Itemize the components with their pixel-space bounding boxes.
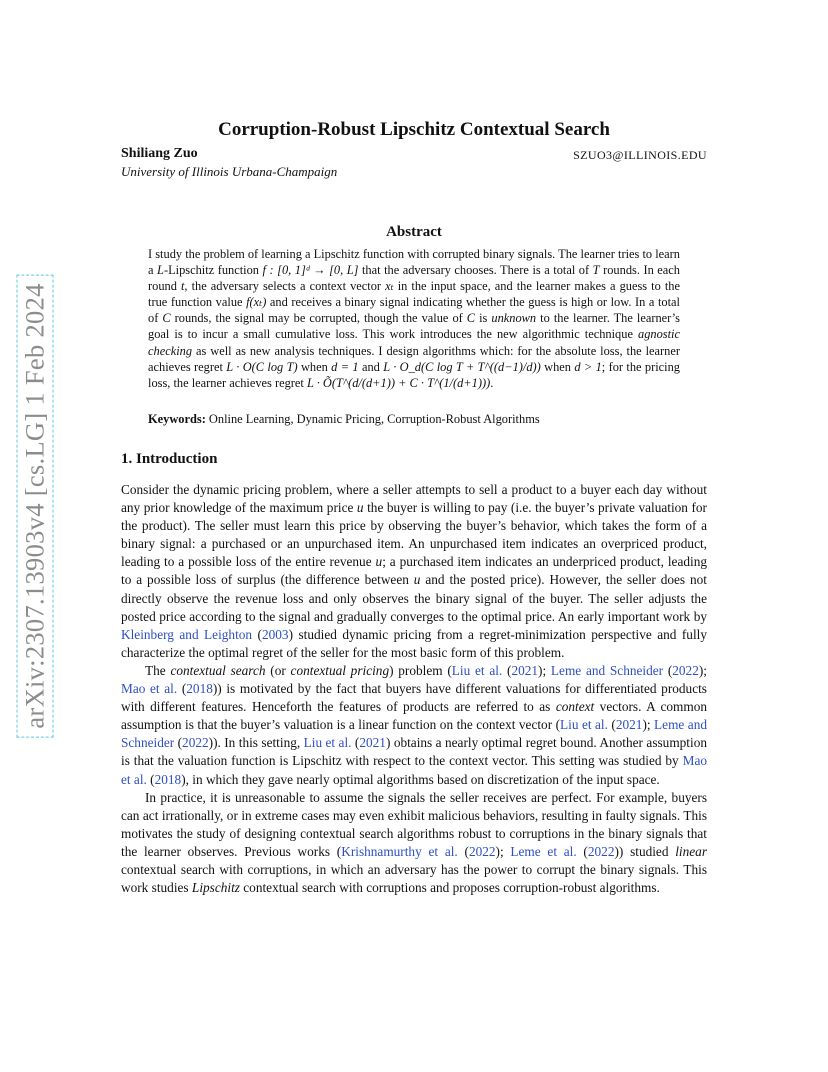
text: Consider the dynamic pricing problem, where a seller attempts to sell a product to a buyer each day without any prior knowledge of the maximum price [121, 482, 707, 516]
text: that the adversary chooses. There is a total of [358, 263, 593, 278]
text: ( [351, 735, 360, 751]
text: in the input space, and the learner makes a guess to the true function value [148, 279, 680, 310]
citation-link[interactable]: Leme et al. [510, 843, 577, 859]
text: . [490, 375, 494, 390]
abstract-body [148, 246, 680, 391]
author-affiliation: University of Illinois Urbana-Champaign [121, 164, 338, 179]
citation-link[interactable]: Mao et al. [121, 753, 707, 787]
text: , the adversary selects a context vector [184, 279, 386, 294]
text: rounds, the signal may be corrupted, though the value of [170, 311, 467, 326]
text: ( [607, 717, 616, 733]
text: ); [642, 717, 655, 733]
math: C [162, 311, 171, 326]
abstract-heading: Abstract [386, 224, 442, 240]
text: when [540, 359, 575, 374]
math: f(xₜ) [246, 295, 267, 310]
citation-link[interactable]: 2022 [468, 843, 496, 859]
text: The [145, 662, 171, 678]
text: ( [576, 843, 588, 859]
text: as well as new analysis techniques. I design algorithms which: for the absolute loss, the learner achieves regret [148, 343, 680, 374]
text: ; for the pricing loss, the learner achieves regret [148, 359, 680, 390]
text: ) obtains a nearly optimal regret bound. Another assumption is that the valuation function is Lipschitz with respect to the context vector. This setting was studied by [121, 735, 707, 769]
text: ( [457, 843, 469, 859]
paper-title: Corruption-Robust Lipschitz Contextual Search [218, 119, 610, 140]
citation-link[interactable]: 2021 [615, 717, 643, 733]
text: and receives a binary signal indicating whether the guess is high or low. In a total of [148, 295, 680, 326]
text: ( [252, 626, 262, 642]
keywords-line [148, 412, 680, 427]
author-email: SZUO3@ILLINOIS.EDU [573, 148, 707, 162]
keywords-text: Online Learning, Dynamic Pricing, Corruption-Robust Algorithms [205, 412, 540, 426]
emphasis: Lipschitz [191, 880, 240, 896]
text: contextual search with corruptions and proposes corruption-robust algorithms. [239, 880, 660, 896]
keywords-label: Keywords: [148, 412, 206, 426]
citation-link[interactable]: 2021 [511, 662, 539, 678]
section-heading: 1. Introduction [121, 451, 218, 467]
citation-link[interactable]: Liu et al. [303, 735, 352, 751]
math: t [180, 279, 185, 294]
paragraph [121, 481, 707, 662]
text: ); [495, 843, 511, 859]
paragraph [121, 789, 707, 898]
math: L · O(C log T) [226, 359, 298, 374]
math: u [413, 572, 421, 588]
citation-link[interactable]: Liu et al. [451, 662, 503, 678]
math: L · O_d(C log T + T^((d−1)/d)) [383, 359, 541, 374]
citation-link[interactable]: 2021 [359, 735, 386, 751]
citation-link[interactable]: Mao et al. [121, 681, 178, 697]
emphasis: unknown [491, 311, 537, 326]
citation-link[interactable]: Krishnamurthy et al. [341, 843, 458, 859]
citation-link[interactable]: Leme and Schneider [121, 717, 707, 751]
text: and the posted price). However, the seller does not directly observe the revenue loss and only observes the binary signal of the buyer. The seller adjusts the posted price according to the signal and gradually converges to the optimal price. An early important work by [121, 572, 707, 624]
emphasis: agnostic checking [148, 327, 680, 358]
citation-link[interactable]: 2003 [261, 626, 289, 642]
citation-link[interactable]: 2018 [154, 771, 182, 787]
math: C [466, 311, 476, 326]
text: and [358, 359, 384, 374]
math: xₜ [385, 279, 394, 294]
text: In practice, it is unreasonable to assume the signals the seller receives are perfect. For example, buyers can act irrationally, or in extreme cases may even exhibit malicious behaviors, resulting in faulty signals. This motivates the study of designing contextual search algorithms robust to corruptions in the binary signals that the learner observes. Previous works ( [121, 789, 707, 859]
math: d = 1 [331, 359, 359, 374]
citation-link[interactable]: 2022 [182, 735, 209, 751]
math: u [356, 500, 364, 516]
text: ), in which they gave nearly optimal algorithms based on discretization of the input space. [181, 771, 660, 787]
text: rounds. In each round [148, 263, 680, 294]
citation-link[interactable]: Liu et al. [560, 717, 608, 733]
text: to the learner. The learner’s goal is to incur a small cumulative loss. This work introduces the new algorithmic technique [148, 311, 681, 342]
arxiv-sidebar-stamp [14, 268, 56, 744]
text: (or [265, 662, 291, 678]
paragraph [121, 662, 707, 789]
text: vectors. A common assumption is that the buyer’s valuation is a linear function on the context vector ( [121, 699, 707, 733]
text: ) problem ( [389, 662, 452, 678]
text: ( [502, 662, 512, 678]
math: f : [0, 1]ᵈ → [0, L] [262, 263, 359, 278]
citation-link[interactable]: 2022 [587, 843, 615, 859]
math: T [592, 263, 600, 278]
text: ( [174, 735, 183, 751]
abstract-paragraph [148, 246, 680, 391]
emphasis: linear [675, 843, 707, 859]
text: ; a purchased item indicates an underpriced product, leading to a possible loss of surplus (the difference between [121, 554, 707, 588]
text: )). In this setting, [208, 735, 304, 751]
text: when [297, 359, 332, 374]
citation-link[interactable]: Leme and Schneider [550, 662, 664, 678]
text: the buyer is willing to pay (i.e. the buyer’s private valuation for the product). The seller must learn this price by observing the buyer’s behavior, which takes the form of a binary signal: a purchased or an unpurchased item. An unpurchased item indicates an overpriced product, leading to a possible loss of the entire revenue [121, 500, 707, 570]
math: d > 1 [574, 359, 602, 374]
arxiv-identifier: arXiv:2307.13903v4 [cs.LG] 1 Feb 2024 [17, 274, 54, 737]
emphasis: contextual pricing [290, 662, 390, 678]
text: ( [177, 681, 187, 697]
text: is [475, 311, 492, 326]
emphasis: contextual search [170, 662, 266, 678]
text: ); [538, 662, 551, 678]
citation-link[interactable]: 2022 [672, 662, 699, 678]
introduction-body [121, 481, 707, 897]
text: -Lipschitz function [163, 263, 263, 278]
citation-link[interactable]: Kleinberg and Leighton [121, 626, 253, 642]
math: L · Õ(T^(d/(d+1)) + C · T^(1/(d+1))) [306, 375, 491, 390]
text: contextual search with corruptions, in which an adversary has the power to corrupt the binary signals. This work studies [121, 861, 707, 896]
text: ( [663, 662, 673, 678]
author-name: Shiliang Zuo [121, 146, 198, 161]
text: I study the problem of learning a Lipschitz function with corrupted binary signals. The learner tries to learn a [148, 247, 680, 278]
citation-link[interactable]: 2018 [186, 681, 213, 697]
math: L [157, 263, 164, 278]
math: u [375, 554, 383, 570]
emphasis: context [555, 699, 595, 715]
text: ( [146, 771, 155, 787]
text: ) studied dynamic pricing from a regret-minimization perspective and fully characterize the optimal regret of the seller for the most basic form of this problem. [121, 626, 707, 660]
text: )) is motivated by the fact that buyers have different valuations for differentiated products with different features. Henceforth the features of products are referred to as [121, 681, 707, 715]
text: ); [698, 662, 707, 678]
text: )) studied [614, 843, 676, 859]
